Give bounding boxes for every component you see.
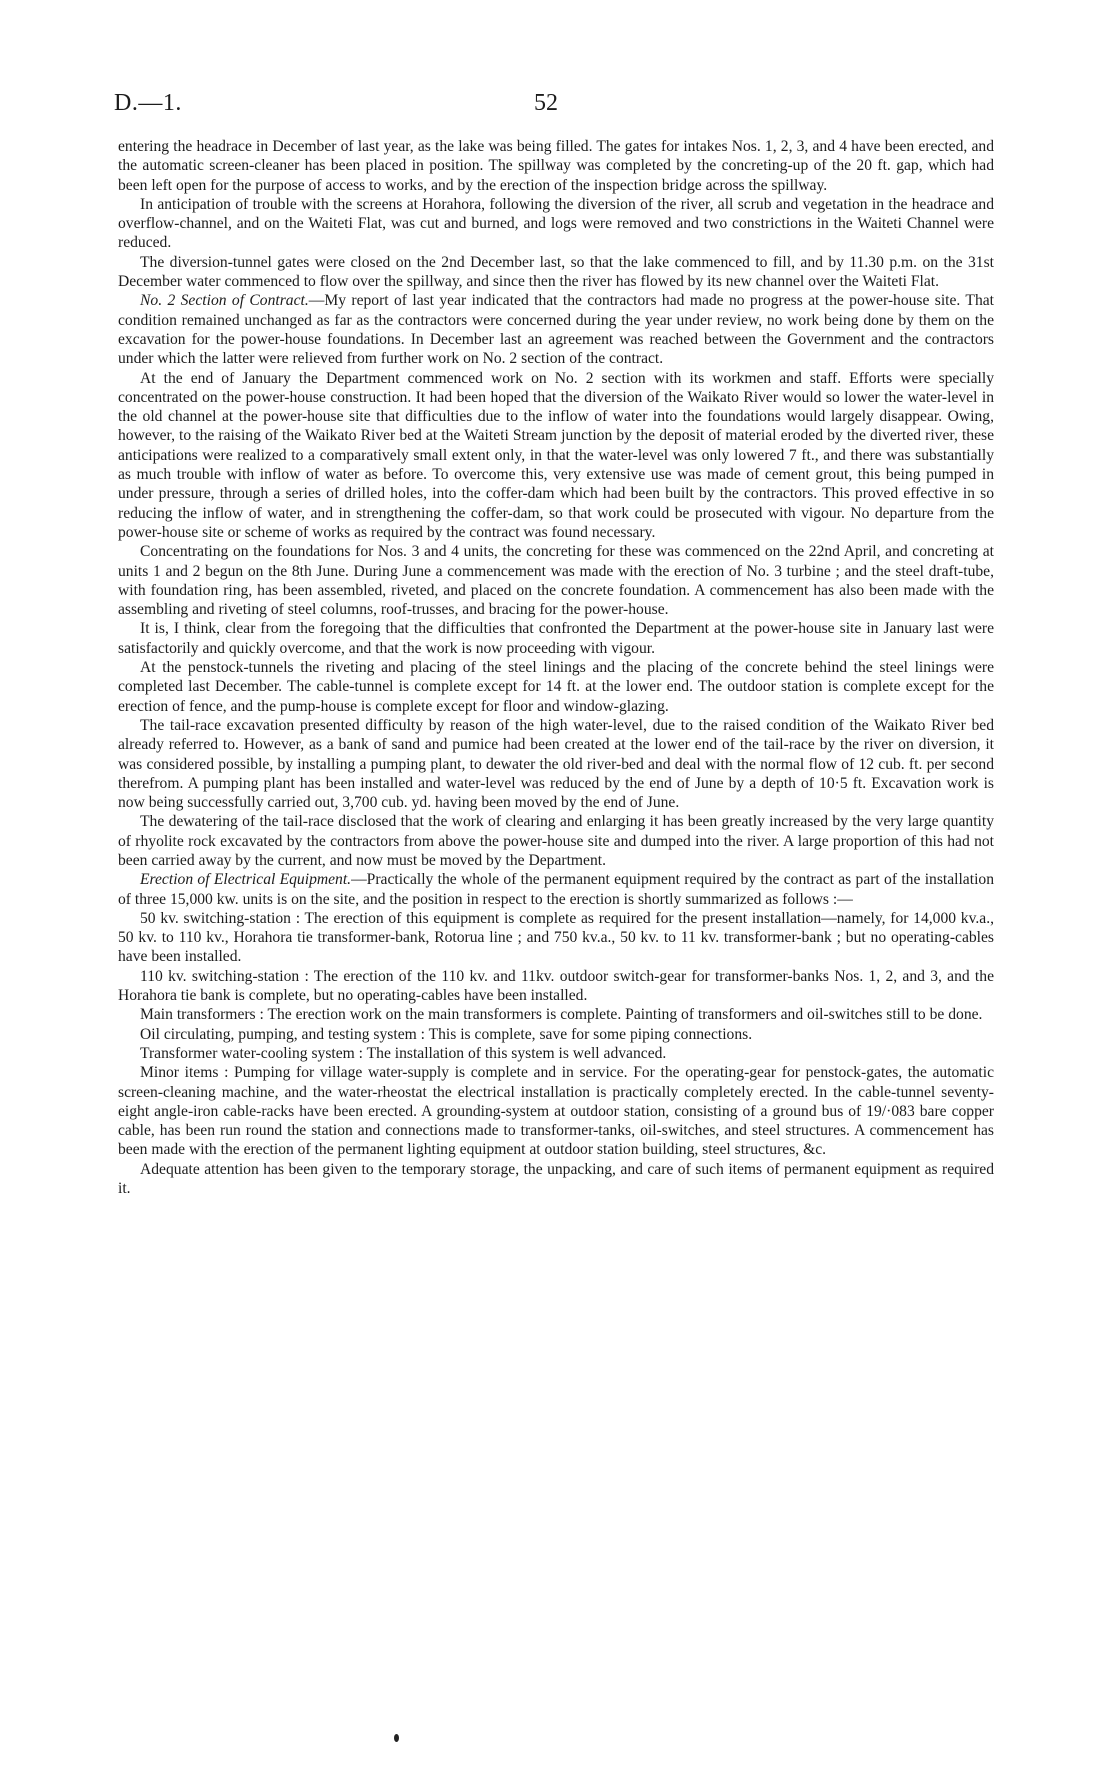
section-heading: Erection of Electrical Equipment. (140, 871, 352, 889)
section-heading: No. 2 Section of Contract. (140, 292, 309, 310)
paragraph-anticipation: In anticipation of trouble with the screens at Horahora, following the diversion of the river, all scrub and vegetation in the headrace and overflow-channel, and on the Waiteti Flat, was cut and burned, and logs were removed and two constrictions in the Waiteti Channel were reduced. (118, 195, 994, 252)
paragraph-110kv: 110 kv. switching-station : The erection of the 110 kv. and 11kv. outdoor switch-gear for transformer-banks Nos. 1, 2, and 3, and the Horahora tie bank is complete, but no operating-cables have been installed. (118, 967, 994, 1005)
page-number: 52 (534, 90, 558, 116)
paragraph-minor-items: Minor items : Pumping for village water-supply is complete and in service. For the operating-gear for penstock-gates, the automatic screen-cleaning machine, and the water-rheostat the electrical installation is practically completely erected. In the cable-tunnel seventy-eight angle-iron cable-racks have been erected. A grounding-system at outdoor station, consisting of a ground bus of 19/·083 bare copper cable, has been run round the station and connections made to transformer-tanks, oil-switches, and steel structures. A commencement has been made with the erection of the permanent lighting equipment at outdoor station building, steel structures, &c. (118, 1064, 994, 1159)
paragraph-main-transformers: Main transformers : The erection work on the main transformers is complete. Painting of transformers and oil-switches still to be done. (140, 1006, 983, 1024)
paragraph-difficulties: It is, I think, clear from the foregoing that the difficulties that confronted the Department at the power-house site in January last were satisfactorily and quickly overcome, and that the work is now proceeding with vigour. (118, 620, 994, 657)
page-header (114, 90, 994, 120)
page-mark (394, 1734, 399, 1742)
paragraph-storage: Adequate attention has been given to the temporary storage, the unpacking, and care of such items of permanent equipment as required it. (118, 1160, 994, 1198)
body-text (118, 137, 994, 1198)
document-reference: D.—1. (114, 90, 182, 116)
paragraph-foundations: Concentrating on the foundations for Nos. 3 and 4 units, the concreting for these was commenced on the 22nd April, and concreting at units 1 and 2 begun on the 8th June. During June a commencement was made with the erection of No. 3 turbine ; and the steel draft-tube, with foundation ring, has been assembled, riveted, and placed on the concrete foundation. A commencement has also been made with the assembling and riveting of steel columns, roof-trusses, and bracing for the power-house. (118, 543, 994, 619)
paragraph-penstock: At the penstock-tunnels the riveting and placing of the steel linings and the placing of the concrete behind the steel linings were completed last December. The cable-tunnel is complete except for 14 ft. at the lower end. The outdoor station is complete except for the erection of fence, and the pump-house is complete except for floor and window-glazing. (118, 659, 994, 715)
paragraph-diversion-tunnel: The diversion-tunnel gates were closed on the 2nd December last, so that the lake commenced to fill, and by 11.30 p.m. on the 31st December water commenced to flow over the spillway, and since then the river has flowed by its new channel over the Waiteti Flat. (118, 253, 994, 291)
paragraph-water-cooling: Transformer water-cooling system : The installation of this system is well advanced. (140, 1044, 667, 1062)
paragraph-tail-race: The tail-race excavation presented difficulty by reason of the high water-level, due to the raised condition of the Waikato River bed already referred to. However, as a bank of sand and pumice had been created at the lower end of the tail-race by the river on diversion, it was considered possible, by installing a pumping plant, to dewater the old river-bed and deal with the normal flow of 12 cub. ft. per second therefrom. A pumping plant has been installed and water-level was reduced by the end of June by a depth of 10·5 ft. Excavation work is now being successfully carried out, 3,700 cub. yd. having been moved by the end of June. (118, 716, 994, 812)
paragraph-electrical: Erection of Electrical Equipment.—Practically the whole of the permanent equipment required by the contract as part of the installation of three 15,000 kw. units is on the site, and the position in respect to the erection is shortly summarized as follows :— (118, 871, 994, 908)
paragraph-department-work: At the end of January the Department commenced work on No. 2 section with its workmen and staff. Efforts were specially concentrated on the power-house construction. It had been hoped that the diversion of the Waikato River would so lower the water-level in the old channel at the power-house site that difficulties due to the inflow of water into the foundations would largely disappear. Owing, however, to the raising of the Waikato River bed at the Waiteti Stream junction by the deposit of material eroded by the diverted river, these anticipations were realized to a comparatively small extent only, in that the water-level was only lowered 7 ft., and there was substantially as much trouble with inflow of water as before. To overcome this, very extensive use was made of cement grout, this being pumped in under pressure, through a series of drilled holes, into the coffer-dam which had been built by the contractors. This proved effective in so reducing the inflow of water, and in strengthening the coffer-dam, so that work could be prosecuted with vigour. No departure from the power-house site or scheme of works as required by the contract was found necessary. (118, 369, 994, 541)
paragraph-headrace: entering the headrace in December of last year, as the lake was being filled. The gates for intakes Nos. 1, 2, 3, and 4 have been erected, and the automatic screen-cleaner has been placed in position. The spillway was completed by the concreting-up of the 20 ft. gap, which had been left open for the purpose of access to works, and by the erection of the inspection bridge across the spillway. (118, 138, 994, 194)
paragraph-oil-system: Oil circulating, pumping, and testing system : This is complete, save for some piping connections. (140, 1025, 753, 1043)
paragraph-section-2: No. 2 Section of Contract.—My report of last year indicated that the contractors had made no progress at the power-house site. That condition remained unchanged as far as the contractors were concerned during the year under review, no work being done by them on the excavation for the power-house foundations. In December last an agreement was reached between the Government and the contractors under which the latter were relieved from further work on No. 2 section of the contract. (118, 292, 995, 368)
paragraph-50kv: 50 kv. switching-station : The erection of this equipment is complete as required for the present installation—namely, for 14,000 kv.a., 50 kv. to 110 kv., Horahora tie transformer-bank, Rotorua line ; and 750 kv.a., 50 kv. to 11 kv. transformer-bank ; but no operating-cables have been installed. (118, 909, 994, 966)
paragraph-dewatering: The dewatering of the tail-race disclosed that the work of clearing and enlarging it has been greatly increased by the very large quantity of rhyolite rock excavated by the contractors from above the power-house site and dumped into the river. A large proportion of this had not been carried away by the current, and now must be moved by the Department. (118, 813, 994, 869)
